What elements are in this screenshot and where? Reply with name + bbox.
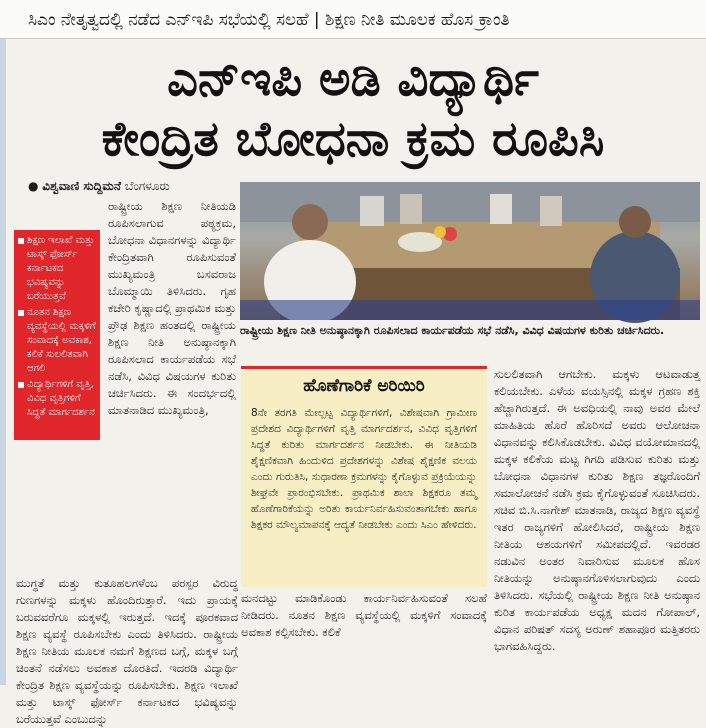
bullet-square-icon bbox=[18, 310, 24, 316]
byline-author: ವಿಶ್ವವಾಣಿ ಸುದ್ದಿಮನೆ bbox=[42, 179, 121, 193]
sidebar-box-title: ಹೊಣೆಗಾರಿಕೆ ಅರಿಯಿರಿ bbox=[303, 376, 425, 396]
headline-line-2: ಕೇಂದ್ರಿತ ಬೋಧನಾ ಕ್ರಮ ರೂಪಿಸಿ bbox=[101, 111, 605, 167]
highlights-box bbox=[14, 230, 100, 440]
highlight-item: ವಿದ್ಯಾರ್ಥಿಗಳಿಗೆ ವೃತ್ತಿ, ವಿವಿಧ ವೃತ್ತಿಗಳಿಗೆ ಸಿದ್ಧತೆ ಮಾರ್ಗದರ್ಶನ bbox=[18, 378, 96, 420]
highlight-item: ಶಿಕ್ಷಣ ಇಲಾಖೆ ಮತ್ತು ಟಾಸ್ಕ್ ಫೋರ್ಸ್ ಕರ್ನಾಟಕದ ಭವಿಷ್ಯವನ್ನು ಬರೆಯುತ್ತವೆ bbox=[18, 234, 96, 304]
byline-place: ಬೆಂಗಳೂರು bbox=[124, 179, 170, 193]
left-col-top-text: ರಾಷ್ಟ್ರೀಯ ಶಿಕ್ಷಣ ನೀತಿಯಡಿ ರೂಪಿಸಲಾಗುವ ಪಠ್ಯಕ್ರಮ, ಬೋಧನಾ ವಿಧಾನಗಳನ್ನು ವಿದ್ಯಾರ್ಥಿ ಕೇಂದ್ರಿತವಾಗಿ ರೂಪಿಸುವಂತೆ ಮುಖ್ಯಮಂತ್ರಿ ಬಸವರಾಜ ಬೊಮ್ಮಾಯಿ ತಿಳಿಸಿದರು. ಗೃಹ ಕಚೇರಿ ಕೃಷ್ಣಾದಲ್ಲಿ ಪ್ರಾಥಮಿಕ ಮತ್ತು ಪ್ರೌಢ ಶಿಕ್ಷಣ ಹಂತದಲ್ಲಿ ರಾಷ್ಟ್ರೀಯ ಶಿಕ್ಷಣ ನೀತಿ ಅನುಷ್ಠಾನಕ್ಕಾಗಿ ರೂಪಿಸಲಾದ ಕಾರ್ಯಪಡೆಯ ಸಭೆ ನಡೆಸಿ, ವಿವಿಧ ವಿಷಯಗಳ ಕುರಿತು ಚರ್ಚಿಸಿದರು. ಈ ಸಂದರ್ಭದಲ್ಲಿ ಮಾತನಾಡಿದ ಮುಖ್ಯಮಂತ್ರಿ, bbox=[108, 199, 236, 417]
sidebar-box-text: 8ನೇ ತರಗತಿ ಮೇಲ್ಪಟ್ಟ ವಿದ್ಯಾರ್ಥಿಗಳಿಗೆ, ವಿಶೇಷವಾಗಿ ಗ್ರಾಮೀಣ ಪ್ರದೇಶದ ವಿದ್ಯಾರ್ಥಿಗಳಿಗೆ ವೃತ್ತಿ ಮಾರ್ಗದರ್ಶನ, ವಿವಿಧ ವೃತ್ತಿಗಳಿಗೆ ಸಿದ್ಧತೆ ಕುರಿತು ಮಾರ್ಗದರ್ಶನ ನೀಡಬೇಕು. ಈ ನೀತಿಯಡಿ ಶೈಕ್ಷಣಿಕವಾಗಿ ಹಿಂದುಳಿದ ಪ್ರದೇಶಗಳನ್ನು ವಿಶೇಷ ಶೈಕ್ಷಣಿಕ ವಲಯ ಎಂದು ಗುರುತಿಸಿ, ಸುಧಾರಣಾ ಕ್ರಮಗಳನ್ನು ಕೈಗೊಳ್ಳುವ ಪ್ರಕ್ರಿಯೆಯನ್ನು ಶೀಘ್ರವೇ ಪ್ರಾರಂಭಿಸಬೇಕು. ಪ್ರಾಥಮಿಕ ಶಾಲಾ ಶಿಕ್ಷಕರೂ ತಮ್ಮ ಹೊಣೆಗಾರಿಕೆಯನ್ನು ಅರಿತು ಕಾರ್ಯನಿರ್ವಹಿಸುವಂತಾಗಬೇಕು ಹಾಗೂ ಶಿಕ್ಷಕರ ಮೌಲ್ಯಮಾಪನಕ್ಕೆ ಆದ್ಯತೆ ನೀಡಬೇಕು ಎಂದು ಸಿಎಂ ಹೇಳಿದರು. bbox=[251, 407, 477, 531]
highlight-item: ನೂತನ ಶಿಕ್ಷಣ ವ್ಯವಸ್ಥೆಯಲ್ಲಿ ಮಕ್ಕಳಿಗೆ ಸಂವಾದಕ್ಕೆ ಅವಕಾಶ, ಕಲಿಕೆ ಸುಲಲಿತವಾಗಿ ಆಗಲಿ bbox=[18, 306, 96, 376]
sidebar-box bbox=[241, 366, 487, 587]
left-col-bottom-text: ಮುಗ್ಧತೆ ಮತ್ತು ಕುತೂಹಲಗಳೆಂಬ ಪರಸ್ಪರ ವಿರುದ್ಧ ಗುಣಗಳನ್ನು ಮಕ್ಕಳು ಹೊಂದಿರುತ್ತಾರೆ. ಇದು ಪ್ರಾಯಕ್ಕೆ ಬರುವವರೆಗೂ ಮಕ್ಕಳಲ್ಲಿ ಇರುತ್ತದೆ. ಇದಕ್ಕೆ ಪೂರಕವಾದ ಶಿಕ್ಷಣ ವ್ಯವಸ್ಥೆ ರೂಪಿಸಬೇಕು ಎಂದು ತಿಳಿಸಿದರು. ರಾಷ್ಟ್ರೀಯ ಶಿಕ್ಷಣ ನೀತಿಯ ಮೂಲಕ ನಮಗೆ ಶಿಕ್ಷಣದ ಬಗ್ಗೆ, ಮಕ್ಕಳ ಬಗ್ಗೆ ಚಿಂತನೆ ನಡೆಸಲು ಅವಕಾಶ ದೊರತಿದೆ. ಇದರಡಿ ವಿದ್ಯಾರ್ಥಿ ಕೇಂದ್ರಿತ ಶಿಕ್ಷಣ ವ್ಯವಸ್ಥೆಯನ್ನು ರೂಪಿಸಬೇಕು. ಶಿಕ್ಷಣ ಇಲಾಖೆ ಮತ್ತು ಟಾಸ್ಕ್ ಫೋರ್ಸ್ ಕರ್ನಾಟಕದ ಭವಿಷ್ಯವನ್ನು ಬರೆಯುತ್ತವೆ ಎಂಬುದನ್ನು bbox=[16, 576, 238, 726]
meeting-photo-illustration bbox=[240, 182, 700, 320]
bullet-square-icon bbox=[18, 238, 24, 244]
right-col-text: ಸುಲಲಿತವಾಗಿ ಆಗಬೇಕು. ಮಕ್ಕಳು ಆಟವಾಡುತ್ತ ಕಲಿಯಬೇಕು. ಎಳೆಯ ವಯಸ್ಸಿನಲ್ಲಿ ಮಕ್ಕಳ ಗ್ರಹಣ ಶಕ್ತಿ ಹೆಚ್ಚಾಗಿರುತ್ತದೆ. ಈ ಅವಧಿಯಲ್ಲಿ ನಾವು ಅವರ ಮೇಲೆ ಮಾಹಿತಿಯ ಹೊರೆ ಹೊರಿಸದೆ ಅವರು ಆಲೋಚನಾ ವಿಧಾನವನ್ನು ಕಲಿಸಿಕೊಡಬೇಕು. ವಿವಿಧ ವಯೋಮಾನದಲ್ಲಿ ಮಕ್ಕಳ ಕಲಿಕೆಯ ಮಟ್ಟ ಗಿಗದಿ ಪಡಿಸುವ ಕುರಿತು ಮತ್ತು ಬೋಧನಾ ವಿಧಾನಗಳ ಕುರಿತು ಶಿಕ್ಷಣ ತಜ್ಞರೊಂದಿಗೆ ಸಮಾಲೋಚನೆ ನಡೆಸಿ ಕ್ರಮ ಕೈಗೊಳ್ಳುವಂತೆ ಸೂಚಿಸಿದರು. ಸಚಿವ ಬಿ.ಸಿ.ನಾಗೇಶ್ ಮಾತನಾಡಿ, ರಾಜ್ಯದ ಶಿಕ್ಷಣ ವ್ಯವಸ್ಥೆ ಇತರ ರಾಜ್ಯಗಳಿಗೆ ಹೋಲಿಸಿದರೆ, ರಾಷ್ಟ್ರೀಯ ಶಿಕ್ಷಣ ನೀತಿಯ ಆಶಯಗಳಿಗೆ ಸಮೀಪದಲ್ಲಿದೆ. ಇವರಡರ ನಡುವಿನ ಅಂತರ ನಿವಾರಿಸುವ ಮೂಲಕ ಹೊಸ ನೀತಿಯನ್ನು ಅನುಷ್ಠಾನಗೊಳಿಸಲಾಗುವುದು ಎಂದು ತಿಳಿಸಿದರು. ಸಭೆಯಲ್ಲಿ ರಾಷ್ಟ್ರೀಯ ಶಿಕ್ಷಣ ನೀತಿ ಅನುಷ್ಠಾನ ಕುರಿತ ಕಾರ್ಯಪಡೆಯ ಅಧ್ಯಕ್ಷ ಮದನ ಗೋಪಾಲ್, ವಿಧಾನ ಪರಿಷತ್ ಸದಸ್ಯ ಅರುಣ್ ಶಹಾಪೂರ ಮತ್ತಿತರರು ಭಾಗವಹಿಸಿದ್ದರು. bbox=[494, 367, 700, 653]
bullet-square-icon bbox=[18, 382, 24, 388]
headline-line-1: ಎನ್‌ಇಪಿ ಅಡಿ ವಿದ್ಯಾರ್ಥಿ bbox=[167, 51, 539, 107]
middle-col-bottom-text: ಮನದಟ್ಟು ಮಾಡಿಕೊಂಡು ಕಾರ್ಯನಿರ್ವಹಿಸುವಂತೆ ಸಲಹೆ ನೀಡಿದರು. ನೂತನ ಶಿಕ್ಷಣ ವ್ಯವಸ್ಥೆಯಲ್ಲಿ ಮಕ್ಕಳಿಗೆ ಸಂವಾದಕ್ಕೆ ಅವಕಾಶ ಕಲ್ಪಿಸಬೇಕು. ಕಲಿಕೆ bbox=[241, 591, 487, 639]
meeting-photo bbox=[240, 182, 700, 320]
byline-marker-icon: ● bbox=[28, 179, 43, 193]
photo-caption: ರಾಷ್ಟ್ರೀಯ ಶಿಕ್ಷಣ ನೀತಿ ಅನುಷ್ಠಾನಕ್ಕಾಗಿ ರೂಪಿಸಲಾದ ಕಾರ್ಯಪಡೆಯ ಸಭೆ ನಡೆಸಿ, ವಿವಿಧ ವಿಷಯಗಳ ಕುರಿತು ಚರ್ಚಿಸಿದರು. bbox=[240, 324, 665, 337]
kicker-line: ಸಿಎಂ ನೇತೃತ್ವದಲ್ಲಿ ನಡೆದ ಎನ್‌ಇಪಿ ಸಭೆಯಲ್ಲಿ ಸಲಹೆ | ಶಿಕ್ಷಣ ನೀತಿ ಮೂಲಕ ಹೊಸ ಕ್ರಾಂತಿ bbox=[28, 10, 510, 30]
page-edge-strip bbox=[0, 0, 6, 685]
